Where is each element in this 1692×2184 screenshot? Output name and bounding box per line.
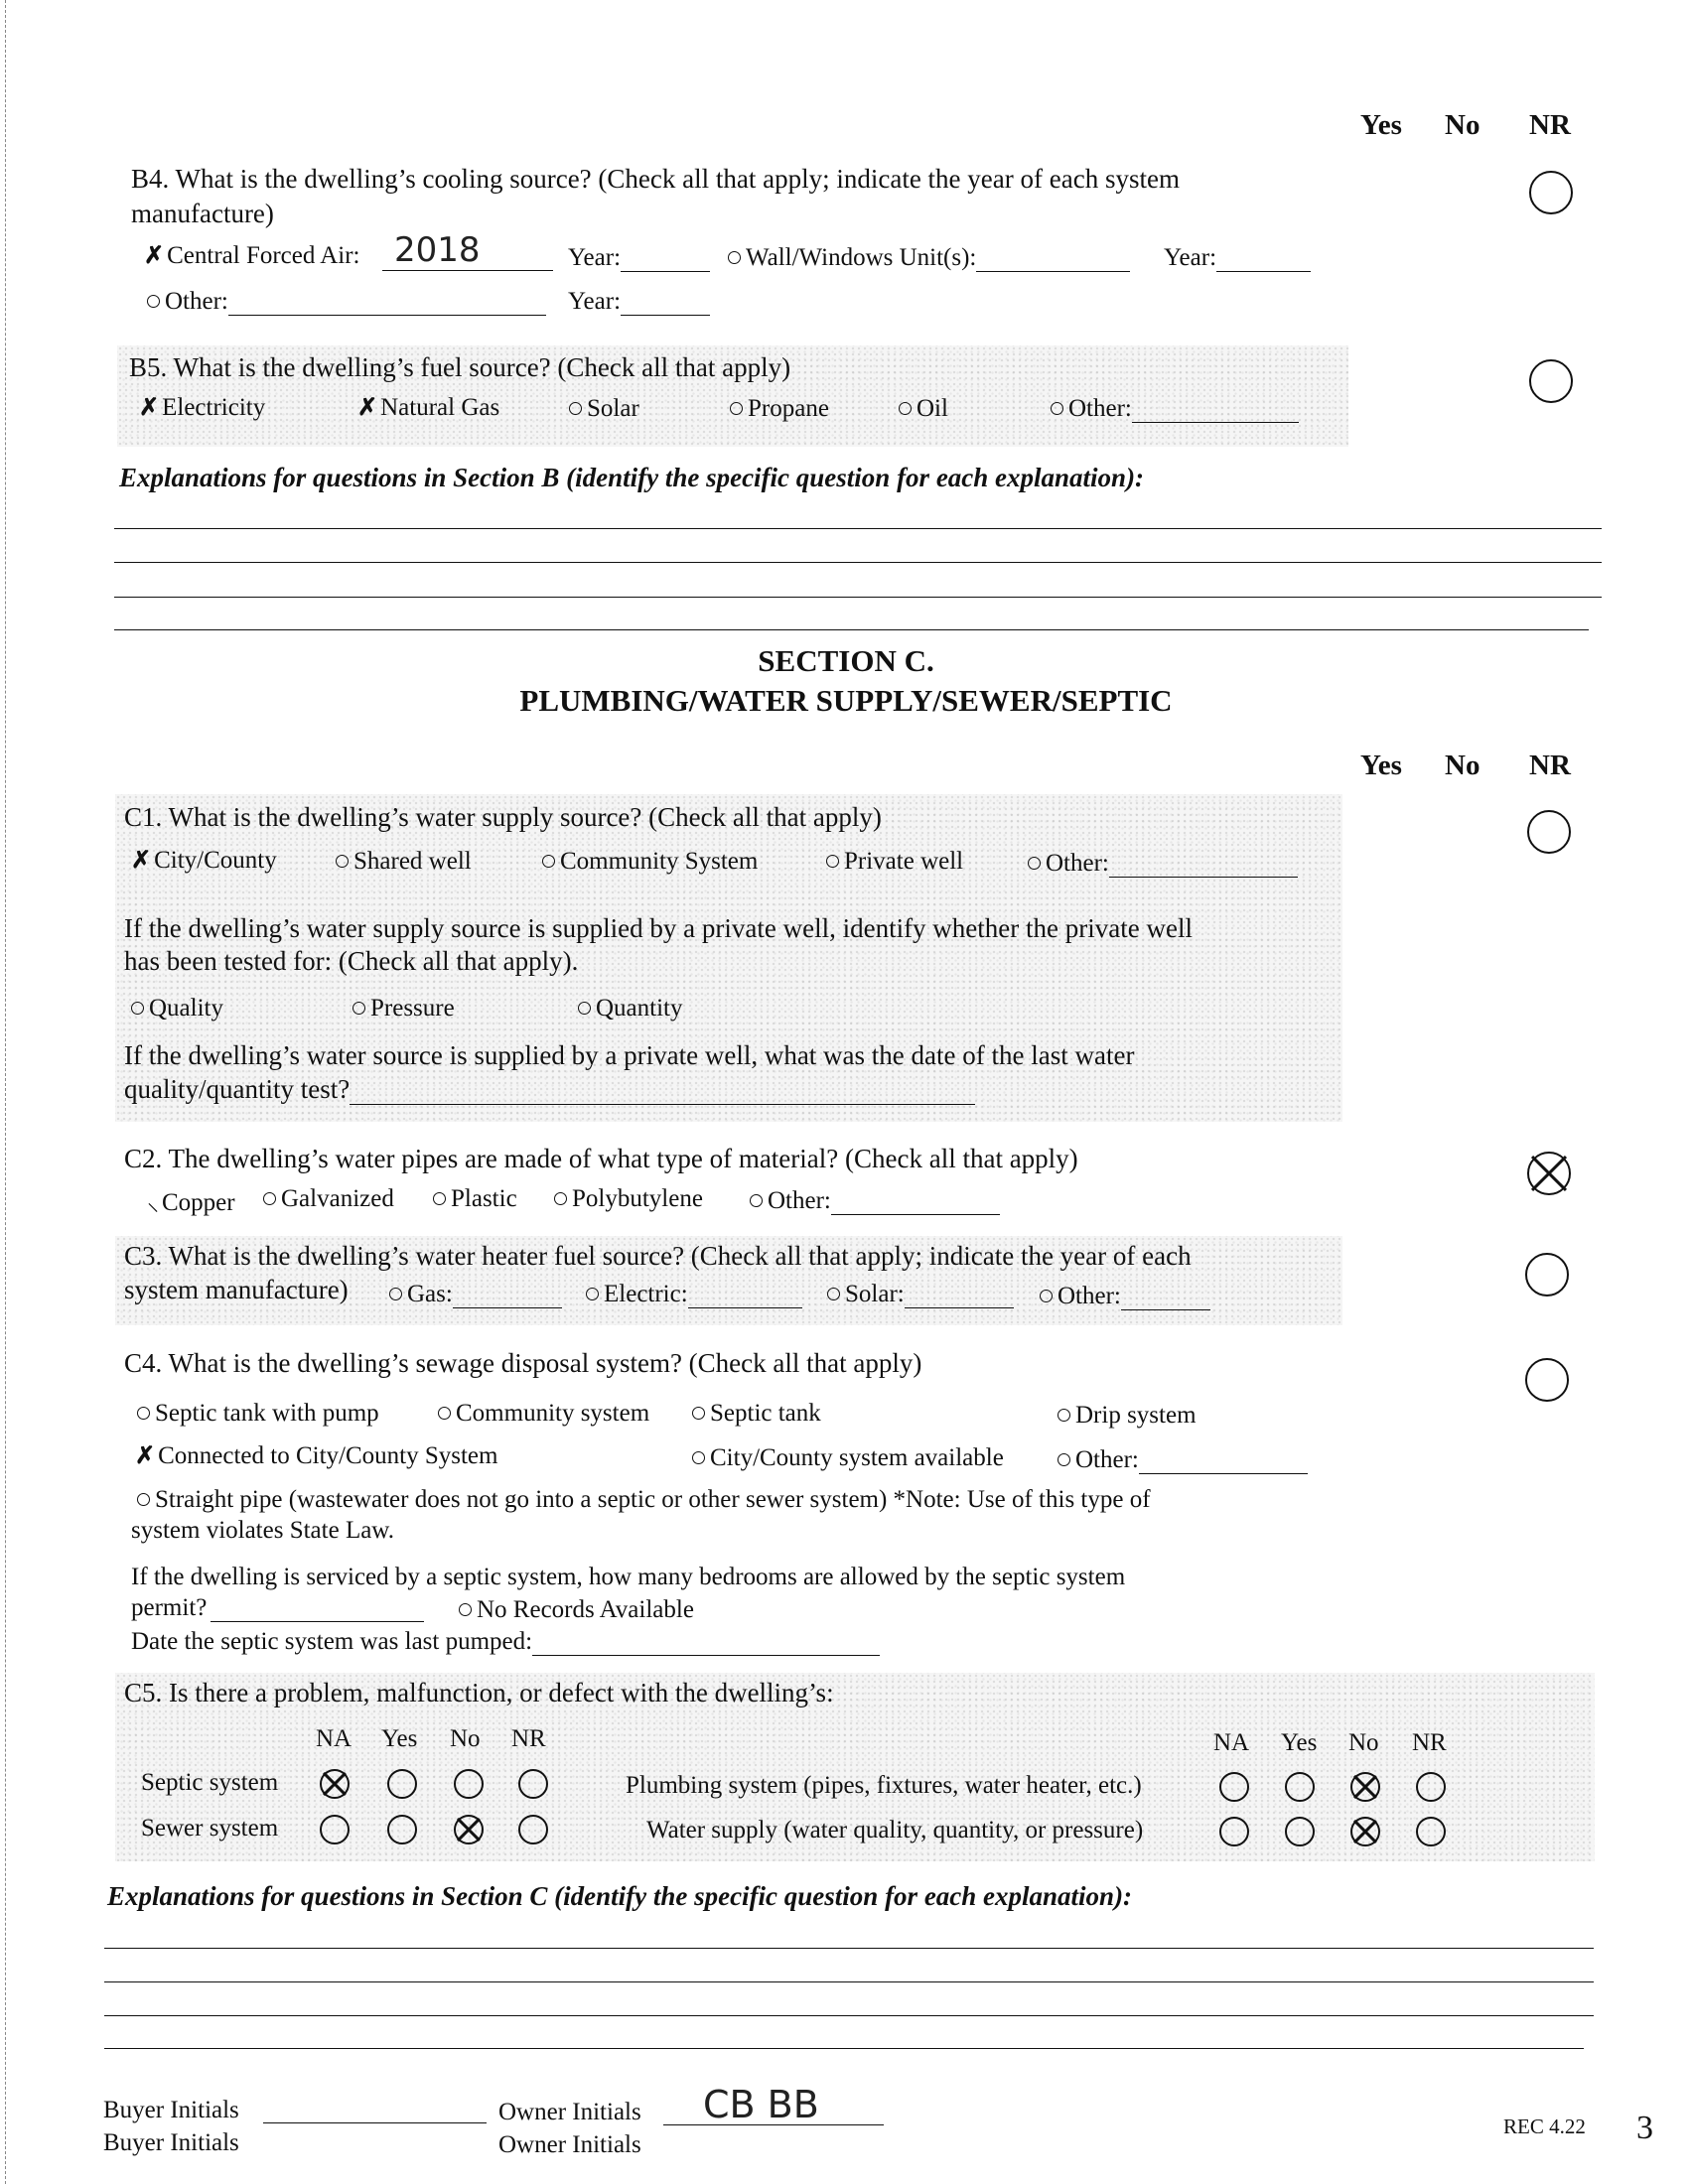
c2-galvanized-option[interactable] bbox=[263, 1185, 394, 1213]
radio-icon bbox=[542, 855, 555, 868]
section-c-subtitle: PLUMBING/WATER SUPPLY/SEWER/SEPTIC bbox=[519, 683, 1173, 718]
c3-gas-label: Gas: bbox=[407, 1281, 453, 1307]
radio-icon bbox=[1051, 402, 1063, 415]
c3-solar-label: Solar: bbox=[845, 1281, 905, 1307]
b5-nr-radio[interactable] bbox=[1529, 359, 1573, 403]
checkmark-icon: ✗ bbox=[131, 848, 152, 874]
owner-initials-label: Owner Initials bbox=[498, 2099, 641, 2125]
radio-icon bbox=[1040, 1290, 1053, 1302]
c4-pumped-question: Date the septic system was last pumped: bbox=[131, 1628, 533, 1655]
col-header-nr: NR bbox=[1529, 109, 1571, 141]
c2-nr-radio-checked[interactable] bbox=[1527, 1152, 1571, 1195]
radio-icon bbox=[569, 402, 582, 415]
left-margin-line bbox=[5, 0, 6, 2184]
buyer-initials-label: Buyer Initials bbox=[103, 2097, 239, 2123]
checkmark-icon: ✗ bbox=[144, 243, 165, 269]
checkmark-icon: ⸜ bbox=[147, 1190, 159, 1216]
c1-pressure-label: Pressure bbox=[370, 995, 455, 1022]
b5-propane-label: Propane bbox=[748, 395, 829, 422]
explanation-b-line-4[interactable] bbox=[114, 629, 1589, 630]
radio-icon bbox=[137, 1493, 150, 1506]
radio-icon bbox=[730, 402, 743, 415]
c5-water-nr-radio[interactable] bbox=[1416, 1817, 1446, 1846]
b4-central-air-year-handwritten: 2018 bbox=[394, 230, 481, 270]
radio-icon bbox=[352, 1002, 365, 1015]
explanation-c-line-3[interactable] bbox=[104, 2015, 1594, 2016]
c2-other-option[interactable] bbox=[750, 1187, 1000, 1215]
c3-question: C3. What is the dwelling’s water heater fuel source? (Check all that apply; indicate the year of each bbox=[124, 1241, 1192, 1271]
b4-central-air-field[interactable] bbox=[382, 230, 553, 271]
radio-icon bbox=[692, 1407, 705, 1420]
c4-pumped-field[interactable] bbox=[532, 1633, 880, 1656]
explanations-c-heading: Explanations for questions in Section C (identify the specific question for each explanation): bbox=[107, 1881, 1133, 1911]
radio-icon bbox=[1028, 857, 1041, 870]
b4-wall-units-option[interactable] bbox=[728, 244, 1130, 272]
c5-plumbing-yes-radio[interactable] bbox=[1285, 1772, 1315, 1802]
c1-other-field[interactable] bbox=[1109, 855, 1298, 878]
c4-straight-pipe-label: Straight pipe (wastewater does not go into a septic or other sewer system) *Note: Use of this type of bbox=[155, 1486, 1151, 1513]
c2-copper-option[interactable] bbox=[147, 1185, 235, 1218]
b4-year-label-3: Year: bbox=[568, 288, 710, 316]
c3-question-cont: system manufacture) bbox=[124, 1275, 349, 1304]
c5-septic-nr-radio[interactable] bbox=[518, 1769, 548, 1799]
b4-year-field-3[interactable] bbox=[621, 293, 710, 316]
checkmark-icon: ✗ bbox=[139, 395, 160, 421]
c1-city-county-label: City/County bbox=[154, 847, 277, 874]
radio-icon bbox=[586, 1288, 599, 1300]
c5-right-header-no: No bbox=[1348, 1729, 1379, 1756]
radio-icon bbox=[750, 1194, 763, 1207]
col-header-yes: Yes bbox=[1360, 109, 1402, 141]
col-header-no: No bbox=[1445, 109, 1480, 141]
b4-other-field[interactable] bbox=[228, 293, 546, 316]
b5-solar-option[interactable] bbox=[569, 395, 639, 423]
c3-electric-label: Electric: bbox=[604, 1281, 688, 1307]
c1-private-well-option[interactable] bbox=[826, 848, 963, 876]
b4-central-air-label: Central Forced Air: bbox=[167, 242, 360, 269]
b4-other-option[interactable] bbox=[147, 288, 546, 316]
b5-electricity-label: Electricity bbox=[162, 394, 266, 421]
c4-septic-pump-label: Septic tank with pump bbox=[155, 1400, 379, 1427]
c5-sewer-yes-radio[interactable] bbox=[387, 1815, 417, 1844]
c5-left-header-na: NA bbox=[316, 1725, 352, 1752]
c1-nr-radio[interactable] bbox=[1527, 810, 1571, 854]
c1-pressure-option[interactable] bbox=[352, 995, 455, 1023]
b4-other-label: Other: bbox=[165, 288, 228, 315]
explanation-b-line-3[interactable] bbox=[114, 597, 1602, 598]
c4-other-option[interactable] bbox=[1058, 1446, 1308, 1474]
c4-connected-label: Connected to City/County System bbox=[158, 1442, 498, 1469]
explanation-b-line-1[interactable] bbox=[114, 528, 1602, 529]
c5-water-yes-radio[interactable] bbox=[1285, 1817, 1315, 1846]
c4-bedrooms-question: If the dwelling is serviced by a septic system, how many bedrooms are allowed by the septic system bbox=[131, 1564, 1126, 1590]
c2-other-label: Other: bbox=[768, 1187, 831, 1214]
c3-nr-radio[interactable] bbox=[1525, 1253, 1569, 1297]
c4-septic-tank-option[interactable] bbox=[692, 1400, 821, 1428]
c2-other-field[interactable] bbox=[831, 1192, 1000, 1215]
b5-electricity-option[interactable] bbox=[139, 393, 265, 422]
col-header-no-2: No bbox=[1445, 750, 1480, 781]
buyer-initials-label-2: Buyer Initials bbox=[103, 2129, 239, 2156]
c1-date-field[interactable] bbox=[350, 1082, 975, 1105]
b5-solar-label: Solar bbox=[587, 395, 639, 422]
c3-electric-option[interactable] bbox=[586, 1281, 802, 1308]
c1-community-label: Community System bbox=[560, 848, 759, 875]
c5-question: C5. Is there a problem, malfunction, or defect with the dwelling’s: bbox=[124, 1678, 834, 1707]
c5-plumbing-label: Plumbing system (pipes, fixtures, water heater, etc.) bbox=[626, 1772, 1142, 1799]
radio-icon bbox=[438, 1407, 451, 1420]
b4-year-field-2[interactable] bbox=[1216, 249, 1311, 272]
c1-well-question: If the dwelling’s water supply source is supplied by a private well, identify whether the private well bbox=[124, 913, 1193, 943]
radio-icon bbox=[263, 1192, 276, 1205]
radio-icon bbox=[137, 1407, 150, 1420]
radio-icon bbox=[433, 1192, 446, 1205]
c1-other-label: Other: bbox=[1046, 850, 1109, 877]
c5-left-header-nr: NR bbox=[511, 1725, 546, 1752]
b5-natural-gas-label: Natural Gas bbox=[380, 394, 500, 421]
c5-plumbing-no-radio-checked[interactable] bbox=[1350, 1772, 1380, 1802]
c2-galvanized-label: Galvanized bbox=[281, 1185, 394, 1212]
c2-copper-label: Copper bbox=[162, 1189, 235, 1216]
form-code: REC 4.22 bbox=[1503, 2115, 1586, 2138]
c4-bedrooms-question-cont: permit? bbox=[131, 1594, 208, 1621]
c5-sewer-no-radio-checked[interactable] bbox=[454, 1815, 484, 1844]
radio-icon bbox=[728, 251, 741, 264]
c4-septic-tank-label: Septic tank bbox=[710, 1400, 821, 1427]
radio-icon bbox=[459, 1603, 472, 1616]
c4-bedrooms-row bbox=[131, 1594, 424, 1622]
radio-icon bbox=[147, 295, 160, 308]
c5-plumbing-nr-radio[interactable] bbox=[1416, 1772, 1446, 1802]
c1-date-question-cont-row bbox=[124, 1074, 975, 1105]
col-header-yes-2: Yes bbox=[1360, 750, 1402, 781]
radio-icon bbox=[1058, 1453, 1070, 1466]
c4-connected-option[interactable] bbox=[135, 1441, 497, 1470]
c4-straight-pipe-option[interactable] bbox=[137, 1486, 1151, 1514]
col-header-nr-2: NR bbox=[1529, 750, 1571, 781]
b4-wall-units-field[interactable] bbox=[976, 249, 1130, 272]
c4-nr-radio[interactable] bbox=[1525, 1358, 1569, 1402]
c5-septic-yes-radio[interactable] bbox=[387, 1769, 417, 1799]
c4-no-records-option[interactable] bbox=[459, 1596, 694, 1624]
c1-quantity-label: Quantity bbox=[596, 995, 683, 1022]
c4-community-option[interactable] bbox=[438, 1400, 649, 1428]
c4-community-label: Community system bbox=[456, 1400, 650, 1427]
c2-plastic-label: Plastic bbox=[451, 1185, 517, 1212]
c5-plumbing-na-radio[interactable] bbox=[1219, 1772, 1249, 1802]
b5-other-field[interactable] bbox=[1132, 400, 1299, 423]
checkmark-icon: ✗ bbox=[135, 1443, 156, 1469]
radio-icon bbox=[554, 1192, 567, 1205]
c1-quality-label: Quality bbox=[149, 995, 223, 1022]
b5-natural-gas-option[interactable] bbox=[357, 393, 499, 422]
b5-propane-option[interactable] bbox=[730, 395, 829, 423]
c3-solar-field[interactable] bbox=[905, 1286, 1014, 1308]
explanation-c-line-1[interactable] bbox=[104, 1948, 1594, 1949]
explanation-c-line-4[interactable] bbox=[104, 2048, 1584, 2049]
c1-date-question-cont: quality/quantity test? bbox=[124, 1074, 351, 1104]
b5-other-label: Other: bbox=[1068, 395, 1132, 422]
radio-icon bbox=[578, 1002, 591, 1015]
buyer-initials-field[interactable] bbox=[263, 2122, 487, 2123]
c5-septic-no-radio[interactable] bbox=[454, 1769, 484, 1799]
c5-septic-na-radio-checked[interactable] bbox=[320, 1769, 350, 1799]
c3-gas-option[interactable] bbox=[389, 1281, 562, 1308]
b5-question: B5. What is the dwelling’s fuel source? (Check all that apply) bbox=[129, 352, 791, 382]
explanations-b-heading: Explanations for questions in Section B (identify the specific question for each explanation): bbox=[119, 463, 1145, 492]
c4-pumped-row bbox=[131, 1628, 880, 1656]
c4-no-records-label: No Records Available bbox=[477, 1596, 694, 1623]
c3-solar-option[interactable] bbox=[827, 1281, 1014, 1308]
c1-question: C1. What is the dwelling’s water supply source? (Check all that apply) bbox=[124, 802, 882, 832]
c4-available-label: City/County system available bbox=[710, 1444, 1004, 1471]
page-number: 3 bbox=[1636, 2110, 1653, 2146]
radio-icon bbox=[336, 855, 349, 868]
checkmark-icon: ✗ bbox=[357, 395, 378, 421]
b4-wall-units-label: Wall/Windows Unit(s): bbox=[746, 244, 977, 271]
b4-year-label-1: Year: bbox=[568, 244, 710, 272]
b4-central-air-option[interactable] bbox=[144, 241, 360, 270]
b4-question: B4. What is the dwelling’s cooling source? (Check all that apply; indicate the year of each system bbox=[131, 164, 1180, 194]
c4-other-field[interactable] bbox=[1139, 1451, 1308, 1474]
c5-sewer-nr-radio[interactable] bbox=[518, 1815, 548, 1844]
c1-date-question: If the dwelling’s water source is supplied by a private well, what was the date of the last water bbox=[124, 1040, 1135, 1070]
c5-water-supply-label: Water supply (water quality, quantity, or pressure) bbox=[646, 1817, 1144, 1843]
c2-question: C2. The dwelling’s water pipes are made of what type of material? (Check all that apply) bbox=[124, 1144, 1078, 1173]
c3-electric-field[interactable] bbox=[688, 1286, 802, 1308]
b4-nr-radio[interactable] bbox=[1529, 171, 1573, 214]
b5-other-option[interactable] bbox=[1051, 395, 1299, 423]
c2-plastic-option[interactable] bbox=[433, 1185, 517, 1213]
c5-water-na-radio[interactable] bbox=[1219, 1817, 1249, 1846]
c1-city-county-option[interactable] bbox=[131, 846, 277, 875]
c5-right-header-na: NA bbox=[1213, 1729, 1250, 1756]
radio-icon bbox=[131, 1002, 144, 1015]
c4-other-label: Other: bbox=[1075, 1446, 1139, 1473]
c1-other-option[interactable] bbox=[1028, 850, 1298, 878]
radio-icon bbox=[1058, 1409, 1070, 1422]
c5-right-header-yes: Yes bbox=[1281, 1729, 1318, 1756]
b4-year-label-2: Year: bbox=[1164, 244, 1311, 272]
radio-icon bbox=[692, 1451, 705, 1464]
c1-shared-well-option[interactable] bbox=[336, 848, 472, 876]
c1-private-well-label: Private well bbox=[844, 848, 964, 875]
b5-oil-label: Oil bbox=[916, 395, 948, 422]
radio-icon bbox=[826, 855, 839, 868]
c5-left-header-yes: Yes bbox=[381, 1725, 418, 1752]
c5-left-header-no: No bbox=[450, 1725, 481, 1752]
c5-right-header-nr: NR bbox=[1412, 1729, 1447, 1756]
c4-question: C4. What is the dwelling’s sewage disposal system? (Check all that apply) bbox=[124, 1348, 922, 1378]
b4-question-cont: manufacture) bbox=[131, 199, 274, 228]
c1-shared-well-label: Shared well bbox=[353, 848, 472, 875]
owner-initials-label-2: Owner Initials bbox=[498, 2131, 641, 2158]
section-c-title: SECTION C. bbox=[758, 643, 934, 678]
c5-septic-label: Septic system bbox=[141, 1769, 279, 1796]
explanation-b-line-2[interactable] bbox=[114, 562, 1602, 563]
c4-bedrooms-field[interactable] bbox=[211, 1599, 424, 1622]
b5-oil-option[interactable] bbox=[899, 395, 948, 423]
c4-septic-pump-option[interactable] bbox=[137, 1400, 379, 1428]
c4-drip-option[interactable] bbox=[1058, 1402, 1197, 1430]
c2-polybutylene-option[interactable] bbox=[554, 1185, 703, 1213]
c1-quantity-option[interactable] bbox=[578, 995, 683, 1023]
c4-drip-label: Drip system bbox=[1075, 1402, 1197, 1429]
c5-sewer-na-radio[interactable] bbox=[320, 1815, 350, 1844]
c3-other-label: Other: bbox=[1058, 1283, 1121, 1309]
c1-community-option[interactable] bbox=[542, 848, 758, 876]
c3-gas-field[interactable] bbox=[453, 1286, 562, 1308]
radio-icon bbox=[827, 1288, 840, 1300]
radio-icon bbox=[899, 402, 912, 415]
c3-other-field[interactable] bbox=[1121, 1288, 1210, 1310]
explanation-c-line-2[interactable] bbox=[104, 1981, 1594, 1982]
b4-year-field-1[interactable] bbox=[621, 249, 710, 272]
c1-well-question-cont: has been tested for: (Check all that apply). bbox=[124, 946, 579, 976]
c3-other-option[interactable] bbox=[1040, 1283, 1210, 1310]
owner-initials-handwritten: CB BB bbox=[703, 2083, 819, 2126]
radio-icon bbox=[389, 1288, 402, 1300]
c2-polybutylene-label: Polybutylene bbox=[572, 1185, 703, 1212]
c1-quality-option[interactable] bbox=[131, 995, 223, 1023]
c5-water-no-radio-checked[interactable] bbox=[1350, 1817, 1380, 1846]
c4-straight-pipe-note: system violates State Law. bbox=[131, 1517, 394, 1544]
c4-available-option[interactable] bbox=[692, 1444, 1004, 1472]
c5-sewer-label: Sewer system bbox=[141, 1815, 279, 1842]
